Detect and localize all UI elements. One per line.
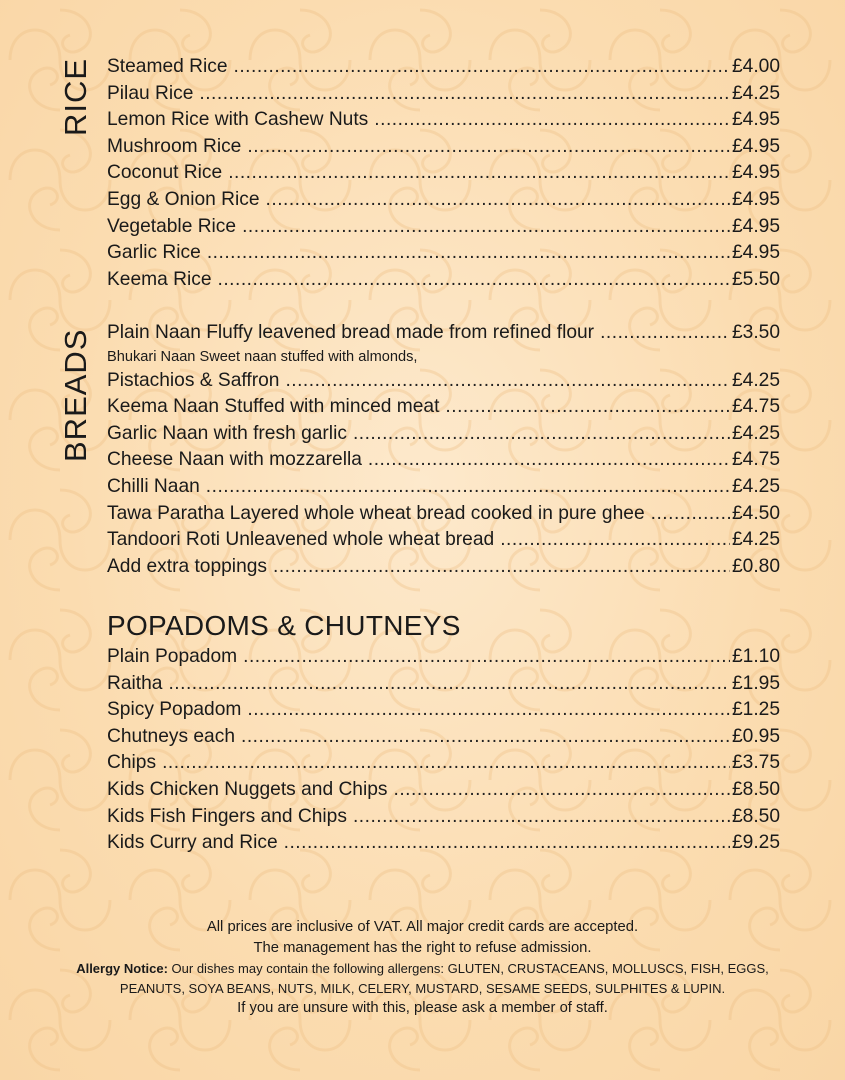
dot-leader — [273, 556, 730, 578]
item-name: Garlic Rice — [107, 242, 201, 264]
menu-item — [107, 806, 780, 833]
item-name: Chutneys each — [107, 725, 235, 747]
menu-item — [107, 216, 780, 243]
dot-leader — [353, 806, 730, 828]
menu-item — [107, 752, 780, 779]
dot-leader — [218, 269, 730, 291]
item-price: £4.25 — [731, 475, 780, 497]
item-price: £4.95 — [731, 135, 780, 157]
dot-leader — [207, 242, 730, 264]
item-name: Chilli Naan — [107, 475, 200, 497]
item-name: Bhukari Naan Sweet naan stuffed with almonds, — [107, 348, 418, 365]
dot-leader — [243, 646, 730, 668]
menu-item — [107, 832, 780, 859]
item-price: £4.95 — [731, 188, 780, 210]
dot-leader — [394, 779, 730, 801]
admission-notice: The management has the right to refuse admission. — [253, 940, 592, 956]
dot-leader — [600, 322, 730, 344]
menu-item — [107, 109, 780, 136]
dot-leader — [500, 529, 730, 551]
allergy-notice — [63, 959, 783, 998]
item-name: Egg & Onion Rice — [107, 188, 260, 210]
dot-leader — [247, 699, 730, 721]
item-price: £4.00 — [731, 56, 780, 77]
item-name: Chips — [107, 752, 157, 774]
rice-section-label: RICE — [58, 57, 93, 136]
staff-notice: If you are unsure with this, please ask a member of staff. — [237, 1000, 608, 1016]
item-price: £4.25 — [731, 82, 780, 104]
dot-leader — [651, 503, 730, 525]
menu-item — [107, 529, 780, 556]
item-name: Tawa Paratha Layered whole wheat bread cooked in pure ghee — [107, 502, 645, 524]
item-name: Plain Naan Fluffy leavened bread made from refined flour — [107, 322, 595, 343]
item-price: £1.25 — [731, 699, 780, 721]
item-price: £3.50 — [731, 322, 780, 343]
allergy-text: Our dishes may contain the following allergens: GLUTEN, CRUSTACEANS, MOLLUSCS, FISH, EGGS, PEANUTS, SOYA BEANS, NUTS, MILK, CELERY, MUSTARD, SESAME SEEDS, SULPHITES & LUPIN. — [119, 961, 769, 996]
item-name: Spicy Popadom — [107, 699, 242, 721]
menu-item-note — [107, 349, 780, 370]
item-name: Kids Chicken Nuggets and Chips — [107, 778, 388, 800]
menu-item — [107, 136, 780, 163]
item-name: Garlic Naan with fresh garlic — [107, 422, 347, 444]
menu-item — [107, 189, 780, 216]
dot-leader — [234, 56, 730, 78]
item-price: £0.80 — [731, 555, 780, 577]
dot-leader — [353, 423, 730, 445]
item-name: Vegetable Rice — [107, 215, 237, 237]
item-name: Raitha — [107, 672, 163, 694]
dot-leader — [241, 726, 730, 748]
dot-leader — [206, 476, 730, 498]
popadoms-menu-list — [107, 646, 780, 859]
footer-notice — [0, 917, 845, 1019]
item-name: Pistachios & Saffron — [107, 369, 280, 391]
menu-item — [107, 646, 780, 673]
item-price: £4.25 — [731, 422, 780, 444]
dot-leader — [168, 673, 730, 695]
item-name: Mushroom Rice — [107, 135, 242, 157]
item-name: Keema Naan Stuffed with minced meat — [107, 396, 440, 418]
item-price: £1.10 — [731, 646, 780, 667]
dot-leader — [374, 109, 730, 131]
menu-item — [107, 83, 780, 110]
popadoms-section-title: POPADOMS & CHUTNEYS — [107, 610, 461, 641]
item-price: £5.50 — [731, 268, 780, 290]
item-name: Tandoori Roti Unleavened whole wheat bread — [107, 529, 495, 551]
item-name: Plain Popadom — [107, 646, 238, 667]
allergy-label: Allergy Notice: — [76, 961, 168, 976]
menu-item — [107, 242, 780, 269]
item-name: Coconut Rice — [107, 162, 223, 184]
dot-leader — [368, 449, 730, 471]
item-price: £8.50 — [731, 805, 780, 827]
menu-item — [107, 556, 780, 583]
menu-item — [107, 726, 780, 753]
dot-leader — [228, 162, 730, 184]
dot-leader — [247, 136, 730, 158]
item-price: £4.75 — [731, 396, 780, 418]
dot-leader — [162, 752, 730, 774]
menu-item — [107, 699, 780, 726]
item-price: £4.95 — [731, 215, 780, 237]
rice-menu-list — [107, 56, 780, 295]
dot-leader — [242, 216, 730, 238]
item-name: Pilau Rice — [107, 82, 194, 104]
dot-leader — [199, 83, 730, 105]
menu-item — [107, 476, 780, 503]
menu-item — [107, 396, 780, 423]
item-name: Cheese Naan with mozzarella — [107, 449, 362, 471]
breads-section-label: BREADS — [58, 328, 93, 462]
menu-item — [107, 370, 780, 397]
menu-item — [107, 322, 780, 349]
item-price: £3.75 — [731, 752, 780, 774]
item-name: Kids Curry and Rice — [107, 832, 278, 854]
item-price: £1.95 — [731, 672, 780, 694]
menu-item — [107, 673, 780, 700]
item-price: £4.25 — [731, 529, 780, 551]
item-price: £4.75 — [731, 449, 780, 471]
item-price: £4.95 — [731, 162, 780, 184]
dot-leader — [445, 396, 730, 418]
breads-menu-list — [107, 322, 780, 582]
menu-item — [107, 162, 780, 189]
item-name: Keema Rice — [107, 268, 212, 290]
item-price: £4.95 — [731, 242, 780, 264]
menu-item — [107, 449, 780, 476]
dot-leader — [284, 832, 730, 854]
menu-item — [107, 503, 780, 530]
menu-item — [107, 269, 780, 296]
item-price: £9.25 — [731, 832, 780, 854]
item-name: Kids Fish Fingers and Chips — [107, 805, 347, 827]
menu-item — [107, 56, 780, 83]
menu-item — [107, 423, 780, 450]
item-name: Lemon Rice with Cashew Nuts — [107, 109, 369, 131]
item-price: £4.95 — [731, 109, 780, 131]
dot-leader — [285, 370, 730, 392]
dot-leader — [266, 189, 730, 211]
item-name: Steamed Rice — [107, 56, 228, 77]
item-price: £4.25 — [731, 369, 780, 391]
vat-notice: All prices are inclusive of VAT. All major credit cards are accepted. — [206, 919, 639, 935]
item-price: £8.50 — [731, 778, 780, 800]
menu-item — [107, 779, 780, 806]
item-price: £4.50 — [731, 502, 780, 524]
item-name: Add extra toppings — [107, 555, 268, 577]
item-price: £0.95 — [731, 725, 780, 747]
